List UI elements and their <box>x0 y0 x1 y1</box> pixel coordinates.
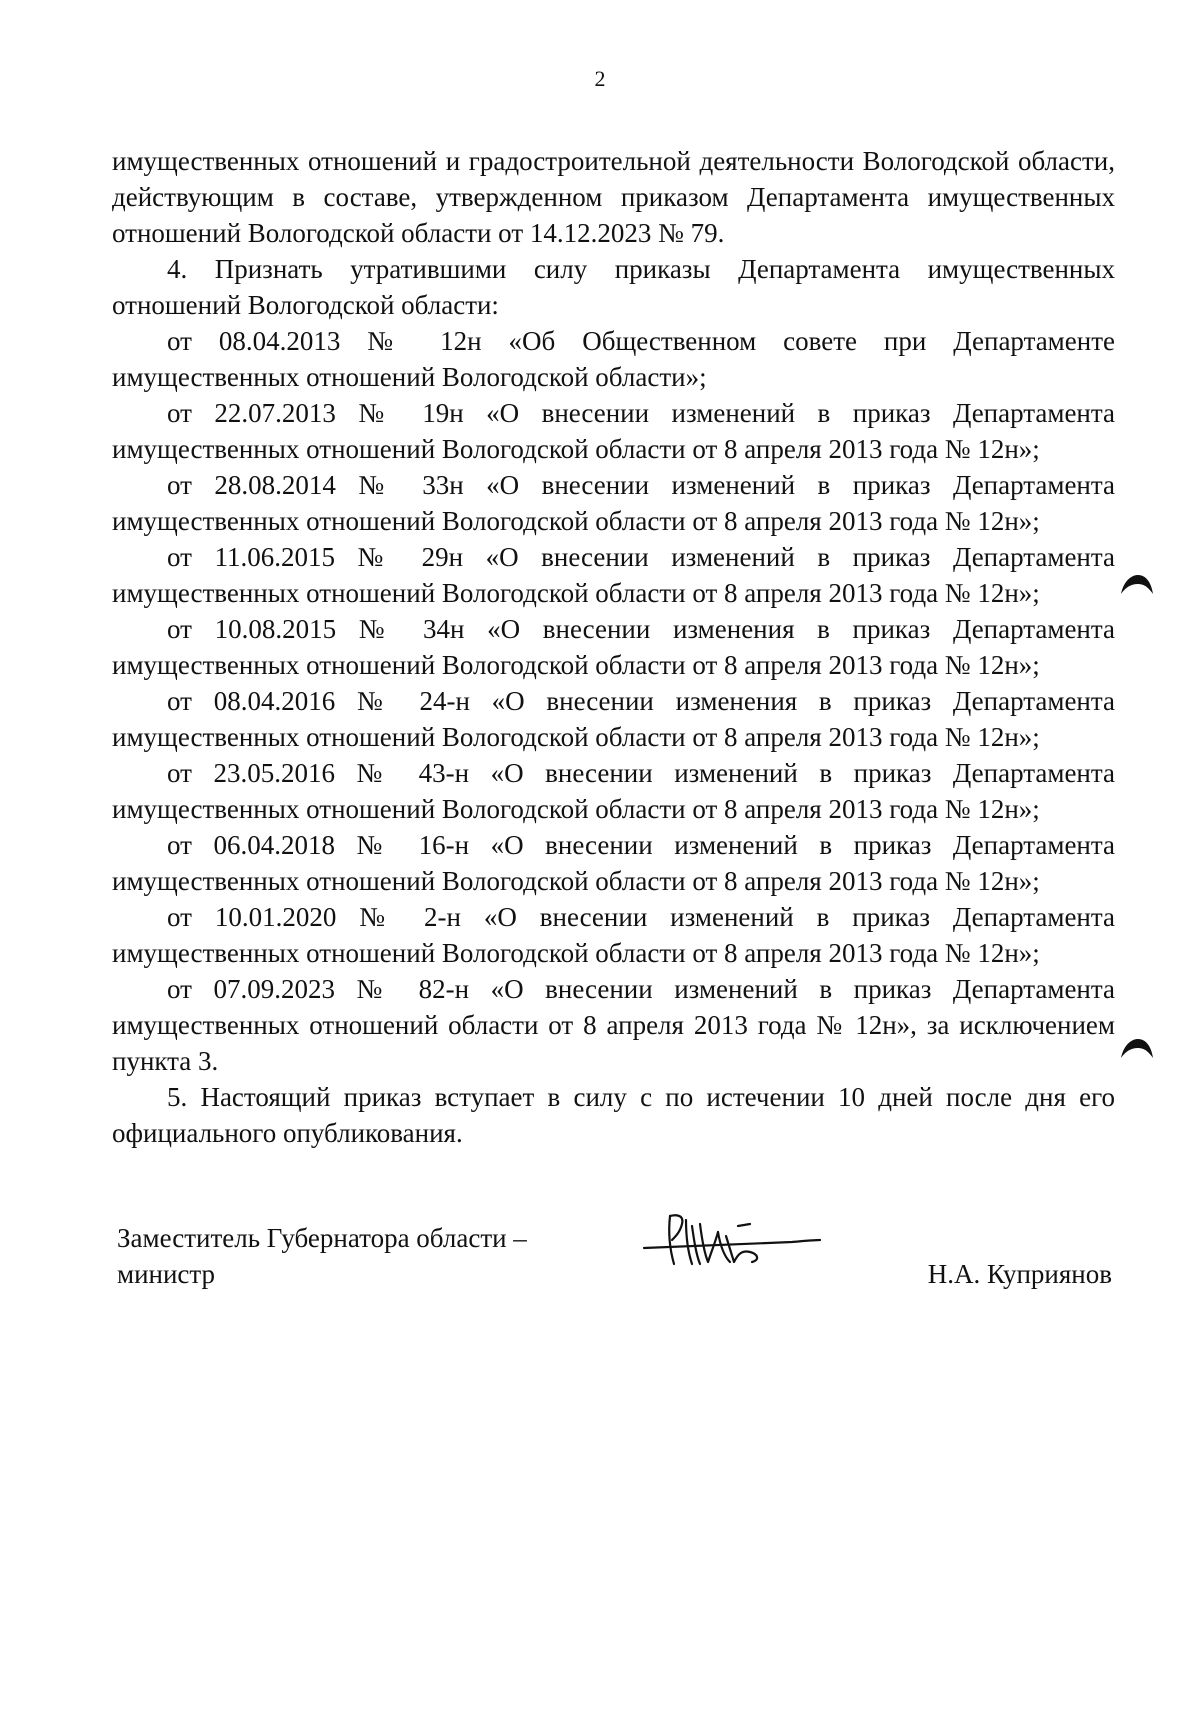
paragraph: 4. Признать утратившими силу приказы Департамента имущественных отношений Вологодской области: <box>112 254 1115 320</box>
page-number: 2 <box>594 66 606 91</box>
scan-mark-icon <box>1118 572 1156 598</box>
document-body <box>112 143 1115 1151</box>
signatory-position-line: министр <box>117 1259 216 1289</box>
paragraph: от 10.08.2015 № 34н «О внесении изменения в приказ Департамента имущественных отношений Вологодской области от 8 апреля 2013 года № 12н»; <box>112 614 1115 680</box>
signature-block <box>117 1220 1112 1290</box>
paragraph: имущественных отношений и градостроительной деятельности Вологодской области, действующим в составе, утвержденном приказом Департамента имущественных отношений Вологодской области от 14.12.2023 № 79. <box>112 146 1115 248</box>
scan-mark-icon <box>1118 1036 1156 1062</box>
paragraph: от 23.05.2016 № 43-н «О внесении изменений в приказ Департамента имущественных отношений Вологодской области от 8 апреля 2013 года № 12н»; <box>112 758 1115 824</box>
paragraph: от 08.04.2013 № 12н «Об Общественном совете при Департаменте имущественных отношений Вологодской области»; <box>112 326 1115 392</box>
paragraph: от 22.07.2013 № 19н «О внесении изменений в приказ Департамента имущественных отношений Вологодской области от 8 апреля 2013 года № 12н»; <box>112 398 1115 464</box>
paragraph: от 06.04.2018 № 16-н «О внесении изменений в приказ Департамента имущественных отношений Вологодской области от 8 апреля 2013 года № 12н»; <box>112 830 1115 896</box>
paragraph: от 10.01.2020 № 2-н «О внесении изменений в приказ Департамента имущественных отношений Вологодской области от 8 апреля 2013 года № 12н»; <box>112 902 1115 968</box>
paragraph: 5. Настоящий приказ вступает в силу с по истечении 10 дней после дня его официального опубликования. <box>112 1082 1115 1148</box>
paragraph: от 28.08.2014 № 33н «О внесении изменений в приказ Департамента имущественных отношений Вологодской области от 8 апреля 2013 года № 12н»; <box>112 470 1115 536</box>
signatory-name: Н.А. Куприянов <box>927 1259 1112 1289</box>
signatory-position-line: Заместитель Губернатора области – <box>117 1223 527 1253</box>
handwritten-signature <box>642 1206 822 1276</box>
paragraph: от 08.04.2016 № 24-н «О внесении изменения в приказ Департамента имущественных отношений Вологодской области от 8 апреля 2013 года № 12н»; <box>112 686 1115 752</box>
paragraph: от 11.06.2015 № 29н «О внесении изменений в приказ Департамента имущественных отношений Вологодской области от 8 апреля 2013 года № 12н»; <box>112 542 1115 608</box>
signatory-position <box>117 1220 527 1292</box>
paragraph: от 07.09.2023 № 82-н «О внесении изменений в приказ Департамента имущественных отношений области от 8 апреля 2013 года № 12н», за исключением пункта 3. <box>112 974 1115 1076</box>
